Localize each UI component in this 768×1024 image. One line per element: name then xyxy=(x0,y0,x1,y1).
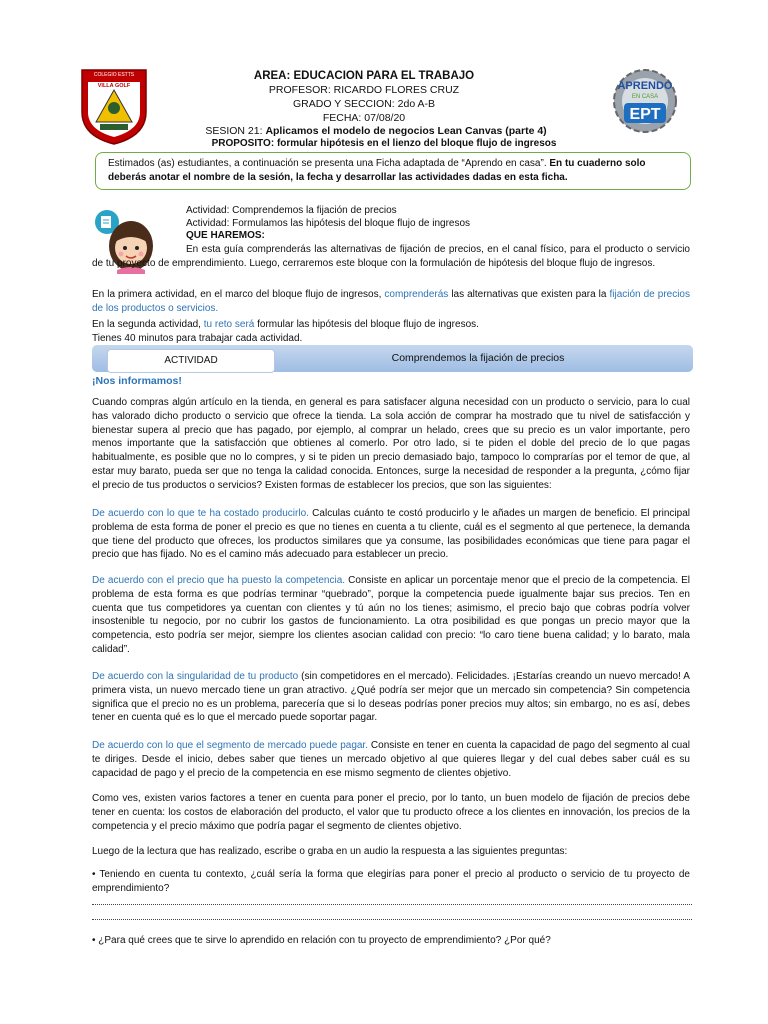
session-title: SESION 21: Aplicamos el modelo de negocios Lean Canvas (parte 4) xyxy=(205,125,547,137)
que-haremos-heading: QUE HAREMOS: xyxy=(186,230,265,241)
nos-informamos-heading: ¡Nos informamos! xyxy=(92,375,182,387)
svg-text:EPT: EPT xyxy=(629,106,661,123)
activity-title: Comprendemos la fijación de precios xyxy=(391,352,565,364)
question-1: • Teniendo en cuenta tu contexto, ¿cuál sería la forma que elegirías para poner el precio al producto o servicio de tu proyecto de emprendimiento? xyxy=(92,869,690,894)
activity-1: Actividad: Comprendemos la fijación de precios xyxy=(186,205,397,216)
svg-text:VILLA GOLF: VILLA GOLF xyxy=(97,83,131,89)
method-uniqueness: De acuerdo con la singularidad de tu producto (sin competidores en el mercado). Felicidades. ¡Estarías creando un nuevo mercado! A primera vista, un nuevo mercado tiene un gran atractivo. ¿Qué podría ser mejor que un mercado sin competencia? Sin competencia significa que el precio no es un problema, parecería que si lo deseas podrías poner precios muy altos; sin embargo, no es así, debes tener en cuenta qué es lo que el mercado puede soportar pagar. xyxy=(92,671,690,724)
question-2: • ¿Para qué crees que te sirve lo aprendido en relación con tu proyecto de emprendimiento? ¿Por qué? xyxy=(92,935,551,946)
area-title: AREA: EDUCACION PARA EL TRABAJO xyxy=(253,70,475,82)
purpose: PROPOSITO: formular hipótesis en el lienzo del bloque flujo de ingresos xyxy=(211,138,557,149)
activity-2: Actividad: Formulamos las hipótesis del bloque flujo de ingresos xyxy=(186,217,471,229)
teacher-name: PROFESOR: RICARDO FLORES CRUZ xyxy=(268,84,460,96)
method-segment: De acuerdo con lo que el segmento de mercado puede pagar. Consiste en tener en cuenta la capacidad de pago del segmento al cual te diriges. Desde el inicio, debes saber que tienes un mercado objetivo al que quieres llegar y del cual debes saber cuál es su capacidad de pago y el precio de la competencia en ese mismo segmento de clientes objetivo. xyxy=(92,740,690,779)
intro-paragraph-2: En la primera actividad, en el marco del bloque flujo de ingresos, comprenderás las alternativas que existen para la fijación de precios de los productos o servicios. xyxy=(92,289,690,314)
answer-line-1[interactable] xyxy=(92,904,692,905)
method-competition: De acuerdo con el precio que ha puesto la competencia. Consiste en aplicar un porcentaje menor que el precio de la competencia. El problema de esta forma es que podrías terminar “quebrado”, porque la competencia puede igualmente bajar sus precios. Ten en cuenta que tus competidores ya cuentan con clientes y tú aún no los tienes; asimismo, el precio bajo que cobras podría volver insostenible tu negocio, por no cubrir los gastos de funcionamiento. La otra posibilidad es que pongas un precio mayor que la competencia, esto podría ser mejor, siempre los clientes asocian calidad con precio: “lo caro tiene buena calidad; y lo barato, mala calidad”. xyxy=(92,575,690,655)
intro-time: Tienes 40 minutos para trabajar cada actividad. xyxy=(92,333,303,344)
activity-label-button: ACTIVIDAD xyxy=(107,349,275,373)
method-cost: De acuerdo con lo que te ha costado producirlo. Calculas cuánto te costó producirlo y le añades un margen de beneficio. El principal problema de esta forma de poner el precio es que no tienes en cuenta a tu cliente, cuál es el segmento al que pertenece, la demanda que tiene del producto que ofreces, los productos similares que ya consume, las posibilidades económicas que tiene para pagar el precio que has fijado. No es el camino más adecuado para establecer un precio. xyxy=(92,508,690,561)
svg-text:APRENDO: APRENDO xyxy=(617,80,673,92)
main-paragraph: Cuando compras algún artículo en la tienda, en general es para satisfacer alguna necesidad con un producto o servicio, para lo cual has valorado dicho producto o servicio que ofrece la tienda. La sola acción de comprar ha mostrado que tu nivel de satisfacción y bienestar supera al precio que has pagado, por ejemplo, al comprar un helado, crees que su precio es un valor importante, pero menos importante que la satisfacción que obtienes al comerlo. Por otro lado, si te piden el doble del precio de lo que pagas habitualmente, es posible que no lo compres, y si te piden un precio demasiado bajo, tampoco lo comprarías por el temor de que, al estar muy barato, pueda ser que no tenga la calidad conocida. Entonces, surge la necesidad de responder a la pregunta, ¿cómo fijar el precio de tus productos o servicios? Existen formas de establecer los precios, que son las siguientes: xyxy=(92,397,690,491)
instructions-questions: Luego de la lectura que has realizado, escribe o graba en un audio la respuesta a las siguientes preguntas: xyxy=(92,846,568,857)
activities-summary xyxy=(186,205,470,243)
svg-text:COLEGIO ESTTS: COLEGIO ESTTS xyxy=(93,72,135,78)
factors-paragraph: Como ves, existen varios factores a tener en cuenta para poner el precio, por lo tanto, un buen modelo de fijación de precios debe tener en cuenta: los costos de elaboración del producto, el valor que tu producto ofrece a los clientes en innovación, los precios de la competencia y el precio máximo que podría pagar el segmento de clientes objetivo. xyxy=(92,793,690,832)
intro-paragraph-1: En esta guía comprenderás las alternativas de fijación de precios, en el canal físico, para el producto o servicio de tu proyecto de emprendimiento. Luego, cerraremos este bloque con la formulación de hipótesis del bloque flujo de ingresos. xyxy=(92,244,690,269)
intro-paragraph-3: En la segunda actividad, tu reto será formular las hipótesis del bloque flujo de ingresos. xyxy=(92,319,479,330)
svg-text:EN CASA: EN CASA xyxy=(631,94,659,100)
grade-section: GRADO Y SECCION: 2do A-B xyxy=(293,98,435,110)
answer-line-2[interactable] xyxy=(92,919,692,920)
instructions-notice: Estimados (as) estudiantes, a continuación se presenta una Ficha adaptada de “Aprendo en casa”. En tu cuaderno solo deberás anotar el nombre de la sesión, la fecha y desarrollar las actividades dadas en esta ficha. xyxy=(95,152,691,190)
date: FECHA: 07/08/20 xyxy=(322,112,406,124)
